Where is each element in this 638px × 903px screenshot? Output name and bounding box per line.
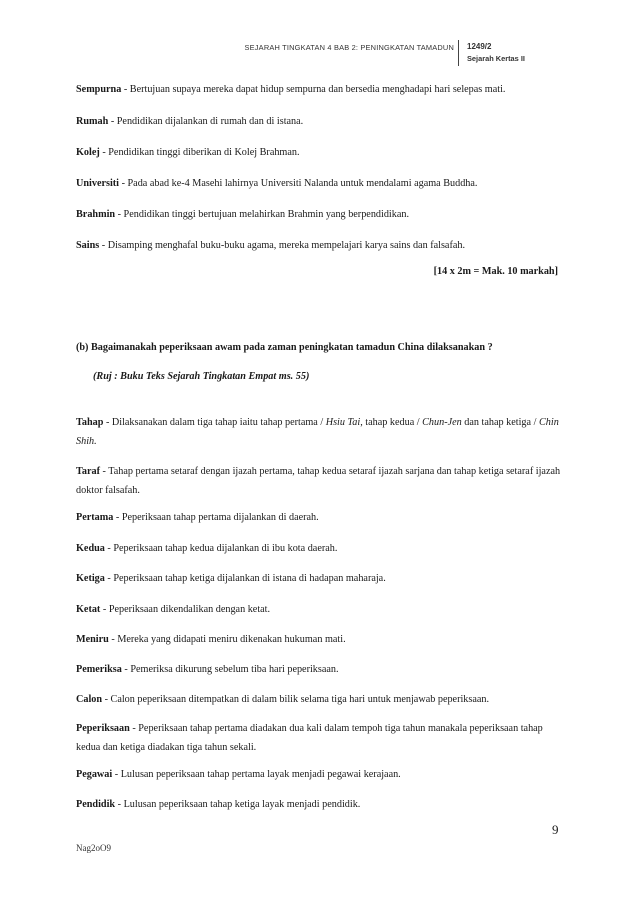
question-b: (b) Bagaimanakah peperiksaan awam pada zaman peningkatan tamadun China dilaksanakan ? bbox=[76, 342, 493, 353]
term: Ketiga bbox=[76, 573, 105, 584]
page-number: 9 bbox=[552, 822, 559, 837]
term: Pendidik bbox=[76, 799, 116, 810]
list-item: Tahap - Dilaksanakan dalam tiga tahap iaitu tahap pertama / Hsiu Tai, tahap kedua / Chun-Jen dan tahap ketiga / Chin Shih. bbox=[76, 417, 559, 447]
list-item bbox=[76, 569, 564, 588]
term: Peperiksaan bbox=[76, 723, 130, 734]
definition: - Pada abad ke-4 Masehi lahirnya Universiti Nalanda untuk mendalami agama Buddha. bbox=[119, 178, 478, 189]
term: Tahap bbox=[76, 417, 104, 428]
definition: - Disamping menghafal buku-buku agama, mereka mempelajari karya sains dan falsafah. bbox=[99, 240, 465, 251]
list-item bbox=[76, 660, 564, 679]
list-item bbox=[76, 205, 564, 224]
paper-code: 1249/2 bbox=[467, 42, 492, 51]
term: Pegawai bbox=[76, 769, 113, 780]
list-item bbox=[76, 236, 564, 255]
reference-note: (Ruj : Buku Teks Sejarah Tingkatan Empat ms. 55) bbox=[93, 371, 310, 382]
list-item bbox=[76, 539, 564, 558]
definition: - Calon peperiksaan ditempatkan di dalam bilik selama tiga hari untuk menjawab peperiksaan. bbox=[102, 694, 490, 705]
term: Kedua bbox=[76, 543, 105, 554]
page-header bbox=[0, 40, 638, 70]
list-item bbox=[76, 690, 564, 709]
term: Sempurna bbox=[76, 84, 122, 95]
list-item bbox=[76, 508, 564, 527]
list-item bbox=[76, 600, 564, 619]
list-item bbox=[76, 112, 564, 131]
definition: - Pendidikan dijalankan di rumah dan di istana. bbox=[108, 116, 304, 127]
definition: - Lulusan peperiksaan tahap ketiga layak menjadi pendidik. bbox=[115, 799, 361, 810]
list-item bbox=[76, 80, 564, 99]
header-title: SEJARAH TINGKATAN 4 BAB 2: PENINGKATAN TAMADUN bbox=[244, 43, 454, 52]
definition: - Pendidikan tinggi diberikan di Kolej Brahman. bbox=[99, 147, 300, 158]
term: Rumah bbox=[76, 116, 109, 127]
definition: - Peperiksaan tahap ketiga dijalankan di istana di hadapan maharaja. bbox=[104, 573, 386, 584]
term: Brahmin bbox=[76, 209, 116, 220]
list-item bbox=[76, 630, 564, 649]
paper-subject: Sejarah Kertas II bbox=[467, 54, 525, 63]
list-item bbox=[76, 174, 564, 193]
definition: - Peperiksaan tahap kedua dijalankan di ibu kota daerah. bbox=[104, 543, 338, 554]
definition: - Pemeriksa dikurung sebelum tiba hari peperiksaan. bbox=[121, 664, 339, 675]
list-item bbox=[76, 765, 564, 784]
term: Universiti bbox=[76, 178, 120, 189]
header-divider bbox=[458, 40, 459, 66]
term: Calon bbox=[76, 694, 103, 705]
list-item bbox=[76, 795, 564, 814]
term: Taraf bbox=[76, 466, 100, 477]
definition: - Tahap pertama setaraf dengan ijazah pertama, tahap kedua setaraf ijazah sarjana dan tahap ketiga setaraf ijazah doktor falsafah. bbox=[76, 466, 561, 496]
definition: - Bertujuan supaya mereka dapat hidup sempurna dan bersedia menghadapi hari selepas mati. bbox=[121, 84, 506, 95]
list-item bbox=[76, 462, 564, 500]
definition: - Lulusan peperiksaan tahap pertama layak menjadi pegawai kerajaan. bbox=[112, 769, 401, 780]
definition: - Pendidikan tinggi bertujuan melahirkan Brahmin yang berpendidikan. bbox=[115, 209, 410, 220]
list-item bbox=[76, 719, 564, 757]
definition: - Peperiksaan tahap pertama diadakan dua kali dalam tempoh tiga tahun manakala peperiksaan tahap kedua dan ketiga diadakan tiga tahun sekali. bbox=[76, 723, 543, 753]
definition: - Peperiksaan tahap pertama dijalankan di daerah. bbox=[113, 512, 319, 523]
definition: - Mereka yang didapati meniru dikenakan hukuman mati. bbox=[108, 634, 346, 645]
term: Pemeriksa bbox=[76, 664, 122, 675]
list-item bbox=[76, 143, 564, 162]
marks-allocation: [14 x 2m = Mak. 10 markah] bbox=[433, 266, 558, 277]
term: Sains bbox=[76, 240, 100, 251]
term: Pertama bbox=[76, 512, 114, 523]
footer-code: Nag2oO9 bbox=[76, 843, 111, 853]
definition: - Peperiksaan dikendalikan dengan ketat. bbox=[100, 604, 271, 615]
term: Ketat bbox=[76, 604, 101, 615]
term: Kolej bbox=[76, 147, 100, 158]
term: Meniru bbox=[76, 634, 109, 645]
